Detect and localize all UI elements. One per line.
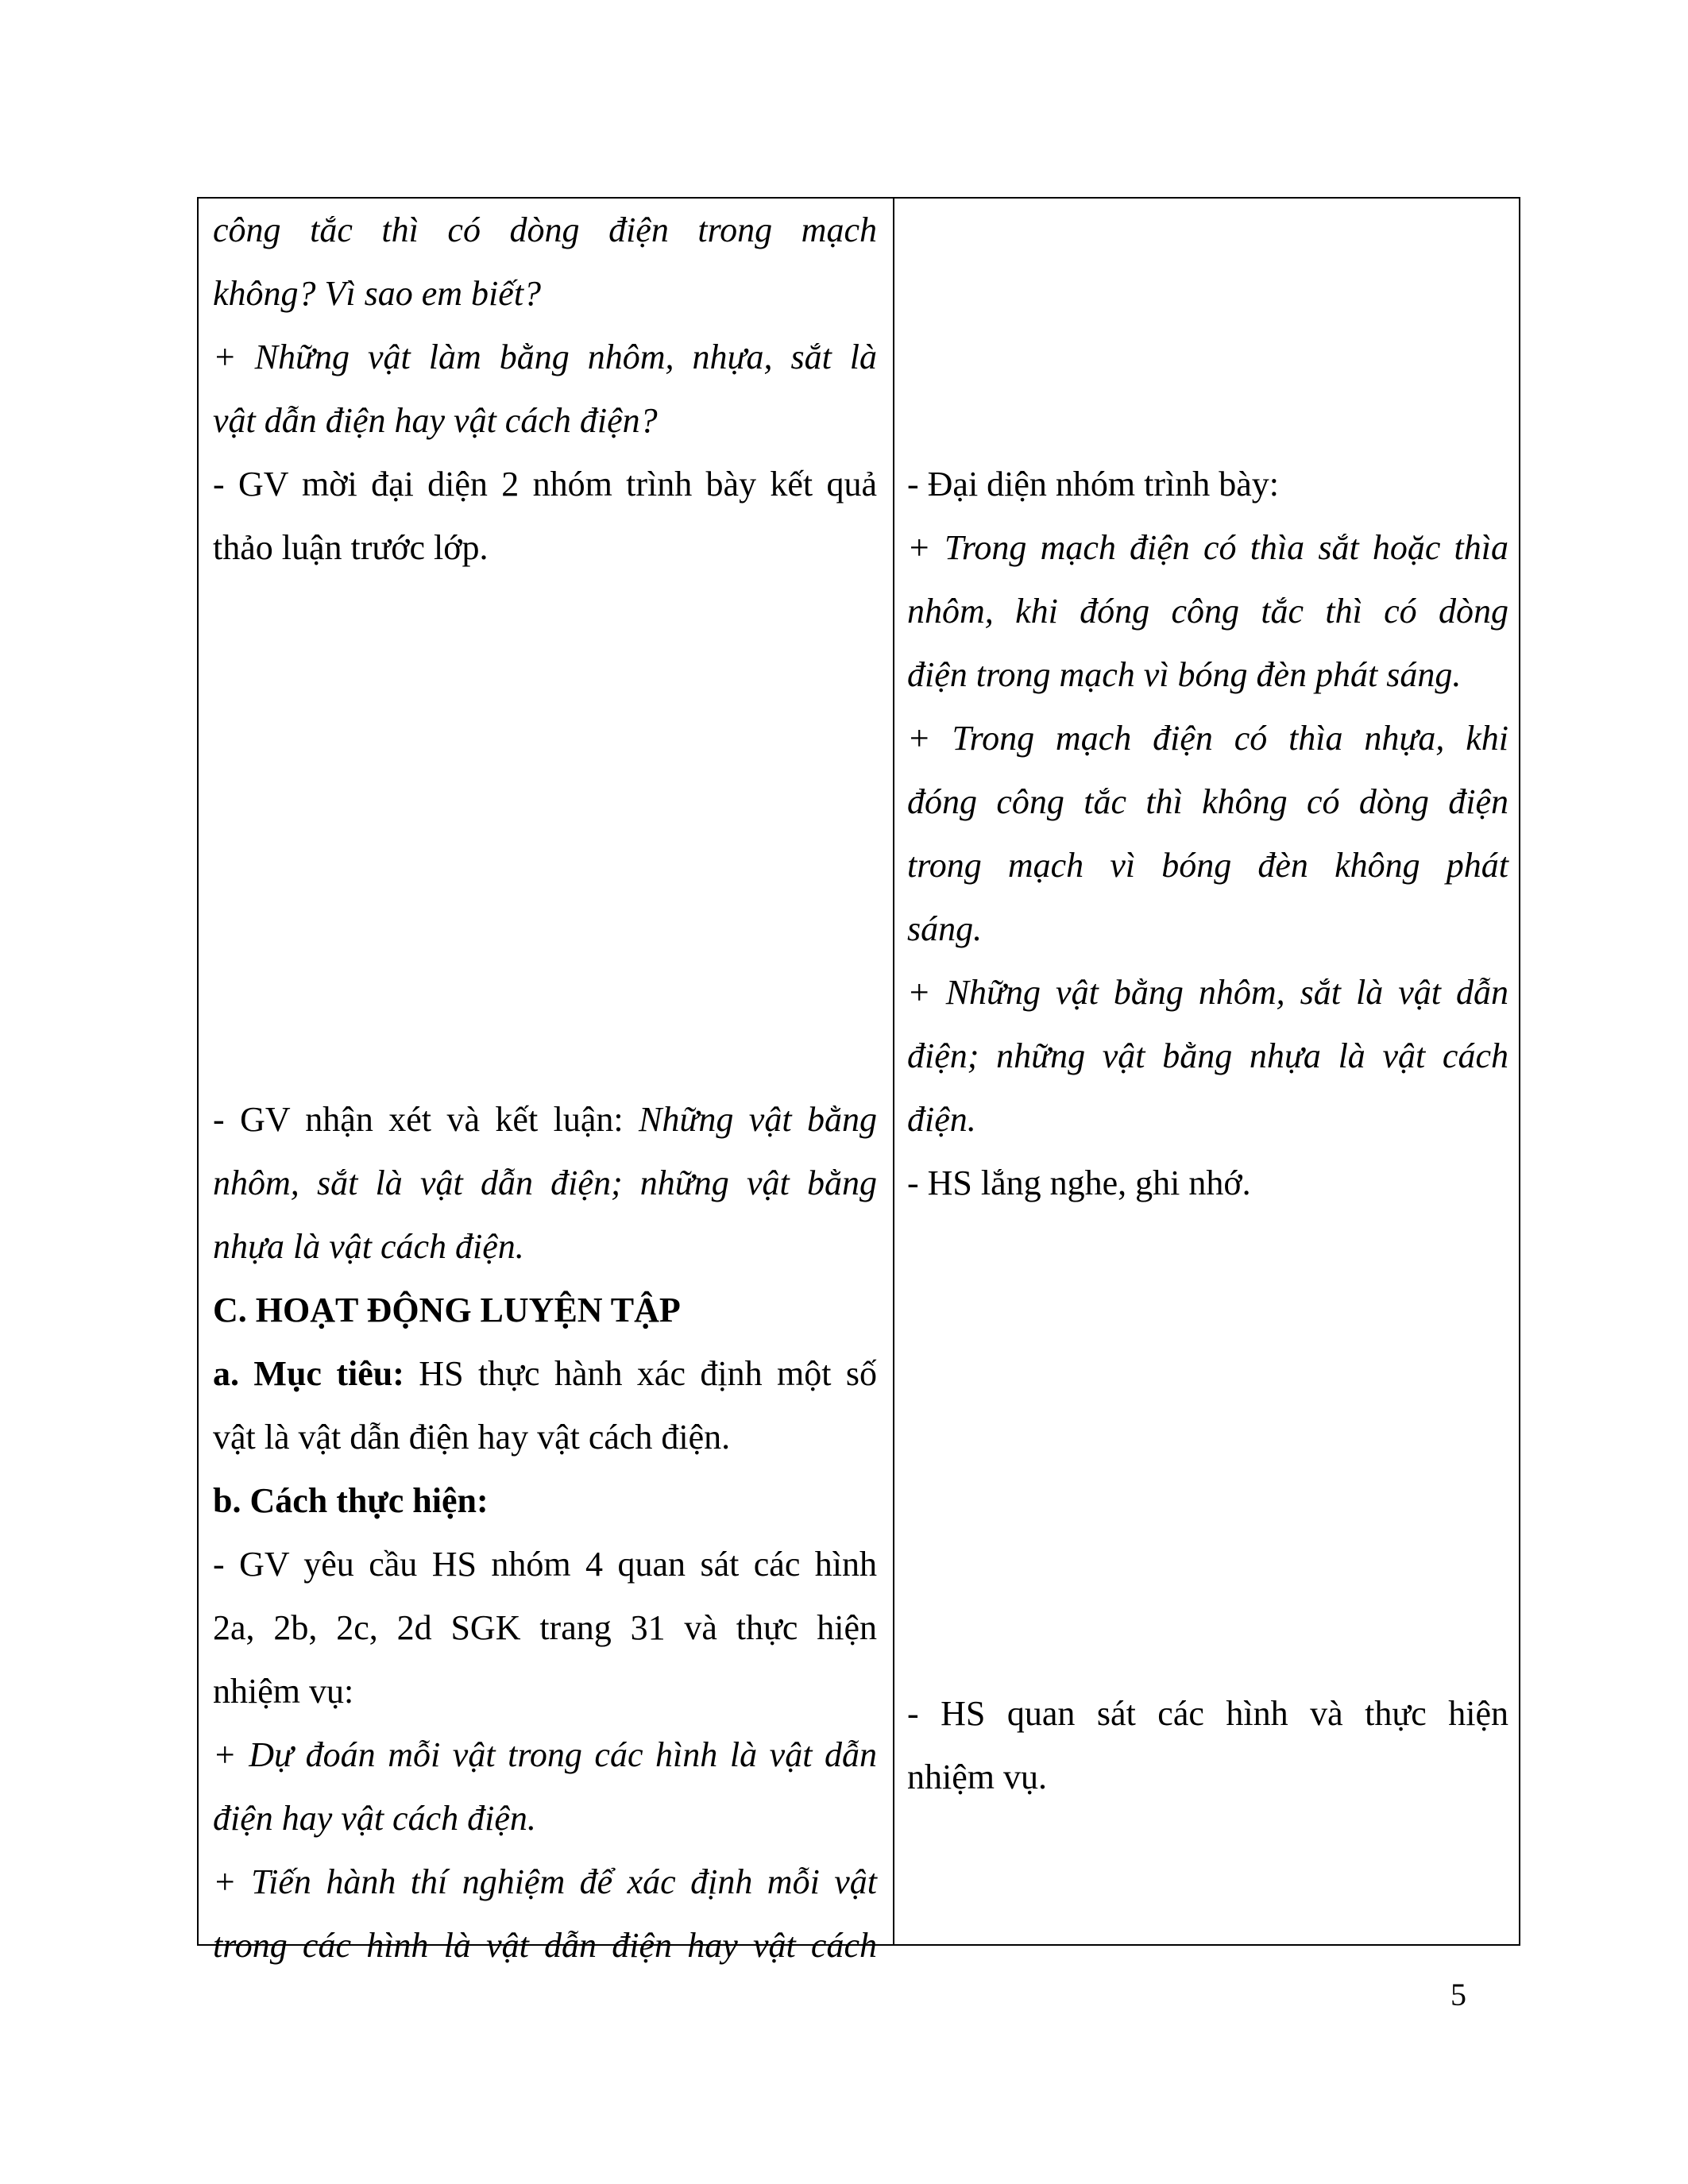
objective-label: a. Mục tiêu: (213, 1354, 404, 1393)
left-line-16: nhiệm vụ: (213, 1672, 354, 1711)
right-line-2: + Trong mạch điện có thìa sắt hoặc thìa (907, 528, 1508, 567)
left-line-8: nhôm, sắt là vật dẫn điện; những vật bằng (213, 1163, 877, 1202)
left-line-objective (213, 1342, 877, 1406)
right-line-3: nhôm, khi đóng công tắc thì có dòng (907, 592, 1508, 631)
right-line-8: sáng. (907, 909, 983, 948)
right-line-4: điện trong mạch vì bóng đèn phát sáng. (907, 655, 1462, 694)
right-line-9: + Những vật bằng nhôm, sắt là vật dẫn (907, 973, 1508, 1012)
left-line-19: + Tiến hành thí nghiệm để xác định mỗi vật (213, 1862, 877, 1901)
right-line-6: đóng công tắc thì không có dòng điện (907, 782, 1508, 821)
right-line-10: điện; những vật bằng nhựa là vật cách (907, 1036, 1508, 1075)
right-line-11: điện. (907, 1100, 976, 1139)
left-line-18: điện hay vật cách điện. (213, 1799, 536, 1838)
left-line-5: - GV mời đại diện 2 nhóm trình bày kết quả (213, 465, 877, 504)
objective-text: HS thực hành xác định một số (404, 1354, 878, 1393)
left-line-15: 2a, 2b, 2c, 2d SGK trang 31 và thực hiện (213, 1608, 877, 1647)
lesson-table (197, 197, 1520, 1965)
right-line-5: + Trong mạch điện có thìa nhựa, khi (907, 719, 1508, 758)
left-line-17: + Dự đoán mỗi vật trong các hình là vật dẫn (213, 1735, 877, 1774)
right-line-13: - HS quan sát các hình và thực hiện (907, 1694, 1508, 1733)
left-line-3: + Những vật làm bằng nhôm, nhựa, sắt là (213, 338, 877, 376)
left-line-6: thảo luận trước lớp. (213, 528, 489, 567)
left-line-4: vật dẫn điện hay vật cách điện? (213, 401, 658, 440)
left-line-12: vật là vật dẫn điện hay vật cách điện. (213, 1418, 731, 1457)
teacher-conclusion-italic: Những vật bằng (639, 1100, 877, 1139)
left-line-9: nhựa là vật cách điện. (213, 1227, 524, 1266)
right-line-1: - Đại diện nhóm trình bày: (907, 465, 1280, 504)
left-line-1: công tắc thì có dòng điện trong mạch (213, 210, 877, 249)
column-divider (893, 199, 894, 1944)
left-line-2: không? Vì sao em biết? (213, 274, 542, 313)
left-line-20: trong các hình là vật dẫn điện hay vật cách (213, 1926, 877, 1965)
right-line-7: trong mạch vì bóng đèn không phát (907, 846, 1508, 885)
right-line-12: - HS lắng nghe, ghi nhớ. (907, 1163, 1251, 1202)
page-number: 5 (1450, 1977, 1466, 2012)
right-line-14: nhiệm vụ. (907, 1758, 1047, 1796)
section-heading-practice: C. HOẠT ĐỘNG LUYỆN TẬP (213, 1291, 681, 1329)
left-line-14: - GV yêu cầu HS nhóm 4 quan sát các hình (213, 1545, 877, 1584)
left-line-7 (213, 1088, 877, 1152)
method-heading: b. Cách thực hiện: (213, 1481, 489, 1520)
teacher-conclusion-prefix: - GV nhận xét và kết luận: (213, 1100, 639, 1139)
